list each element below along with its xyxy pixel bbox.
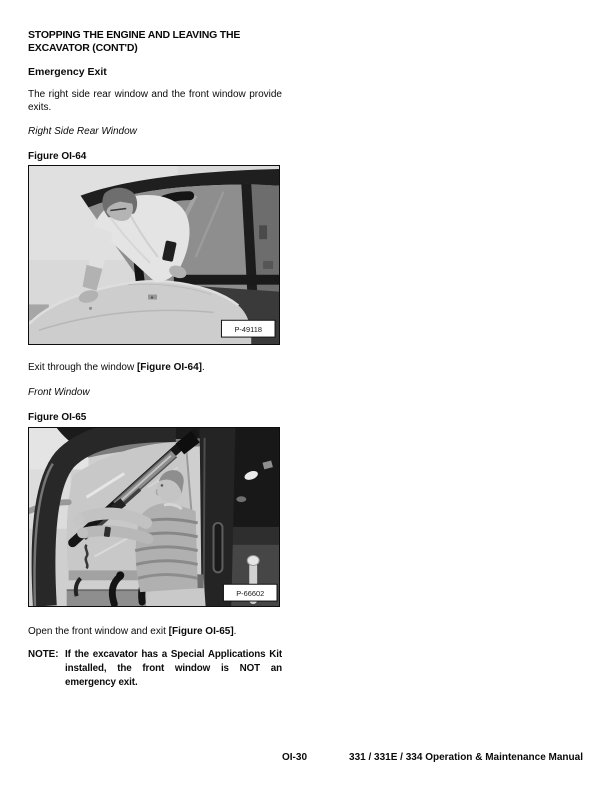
note-block (28, 648, 282, 689)
figure-oi-64-instruction: Exit through the window [Figure OI-64]. (28, 362, 205, 373)
section-title: STOPPING THE ENGINE AND LEAVING THE EXCAVATOR (CONT'D) (28, 29, 241, 54)
figure-label-oi-65: Figure OI-65 (28, 412, 87, 423)
caption-right-side-rear-window: Right Side Rear Window (28, 126, 137, 137)
figure-reference: [Figure OI-64] (136, 362, 202, 373)
note-label: NOTE: (28, 649, 59, 660)
photo-id-text: P-66602 (236, 589, 265, 599)
footer-page-number: OI-30 (282, 752, 308, 763)
instruction-text: Open the front window and exit (28, 626, 169, 637)
photo-id-label (223, 584, 277, 601)
door-glass (231, 428, 279, 606)
photo-id-label (221, 320, 275, 337)
figure-reference: [Figure OI-65] (168, 626, 234, 637)
figure-label-oi-64: Figure OI-64 (28, 151, 87, 162)
subsection-title: Emergency Exit (28, 66, 107, 78)
figure-photo-oi-65 (28, 427, 280, 607)
door-pillar (200, 428, 236, 606)
note-text: If the excavator has a Special Applications Kit installed, the front window is NOT an emergency exit. (65, 649, 282, 688)
footer-manual-title: 331 / 331E / 334 Operation & Maintenance Manual (349, 752, 583, 763)
intro-paragraph: The right side rear window and the front window provide exits. (28, 89, 282, 113)
page-footer (0, 752, 612, 766)
figure-photo-oi-64 (28, 165, 280, 345)
photo-illustration-front-window (29, 428, 279, 606)
photo-id-text: P-49118 (234, 325, 262, 335)
figure-oi-65-instruction: Open the front window and exit [Figure OI-65]. (28, 626, 237, 637)
instruction-text: Exit through the window (28, 362, 137, 373)
caption-front-window: Front Window (28, 387, 90, 398)
photo-illustration-rear-window-exit (29, 166, 279, 344)
